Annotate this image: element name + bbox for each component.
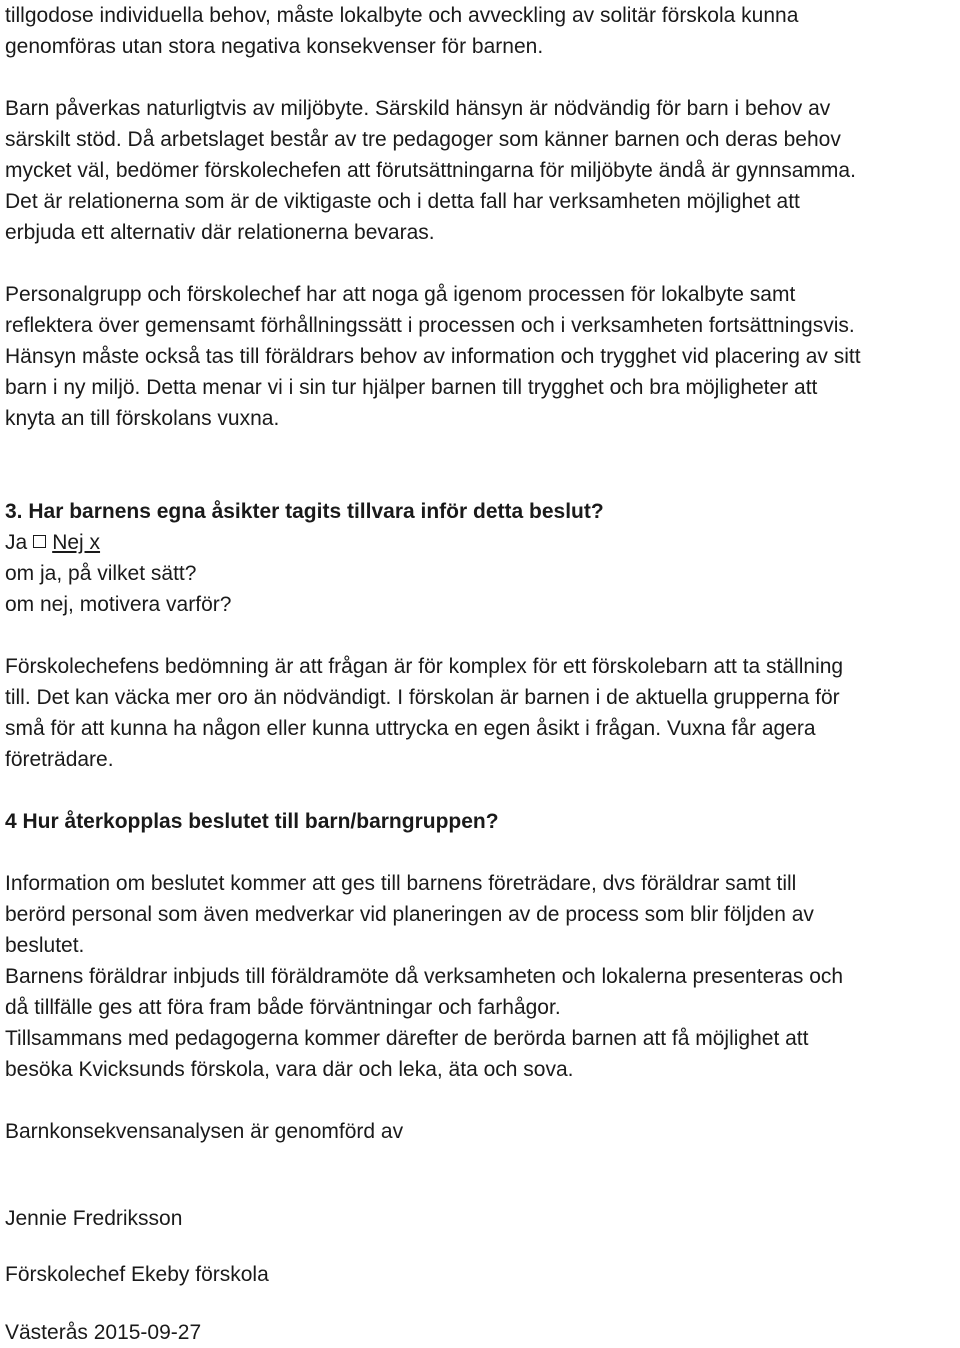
place-and-date: Västerås 2015-09-27 xyxy=(5,1321,202,1344)
performed-by-label: Barnkonsekvensanalysen är genomförd av xyxy=(5,1120,404,1143)
signature-block xyxy=(5,1116,957,1348)
environment-change-paragraph xyxy=(5,93,957,248)
text-line: beslutet. xyxy=(5,934,85,957)
assessment-paragraph xyxy=(5,651,957,775)
text-line: företrädare. xyxy=(5,748,114,771)
text-line: Personalgrupp och förskolechef har att noga gå igenom processen för lokalbyte samt xyxy=(5,283,796,306)
if-yes-prompt: om ja, på vilket sätt? xyxy=(5,562,197,585)
question-4-heading: 4 Hur återkopplas beslutet till barn/barngruppen? xyxy=(5,810,499,833)
text-line: Tillsammans med pedagogerna kommer därefter de berörda barnen att få möjlighet att xyxy=(5,1027,809,1050)
text-line: då tillfälle ges att föra fram både förväntningar och farhågor. xyxy=(5,996,561,1019)
feedback-paragraph xyxy=(5,868,957,1085)
text-line: små för att kunna ha någon eller kunna uttrycka en egen åsikt i frågan. Vuxna får agera xyxy=(5,717,816,740)
process-paragraph xyxy=(5,279,957,434)
yes-option-label: Ja xyxy=(5,531,28,554)
if-no-prompt: om nej, motivera varför? xyxy=(5,593,232,616)
text-line: besöka Kvicksunds förskola, vara där och leka, äta och sova. xyxy=(5,1058,574,1081)
text-line: Det är relationerna som är de viktigaste och i detta fall har verksamheten möjlighet att xyxy=(5,190,800,213)
text-line: särskilt stöd. Då arbetslaget består av tre pedagoger som känner barnen och deras behov xyxy=(5,128,841,151)
text-line: erbjuda ett alternativ där relationerna bevaras. xyxy=(5,221,435,244)
document-page xyxy=(5,0,957,1348)
text-line: Hänsyn måste också tas till föräldrars behov av information och trygghet vid placering av sitt xyxy=(5,345,861,368)
text-line: reflektera över gemensamt förhållningssätt i processen och i verksamheten fortsättningsvis. xyxy=(5,314,855,337)
signer-role: Förskolechef Ekeby förskola xyxy=(5,1263,269,1286)
text-line: tillgodose individuella behov, måste lokalbyte och avveckling av solitär förskola kunna xyxy=(5,4,799,27)
empty-checkbox-icon xyxy=(33,535,46,548)
yes-no-answer xyxy=(5,527,957,558)
text-line: knyta an till förskolans vuxna. xyxy=(5,407,280,430)
text-line: till. Det kan väcka mer oro än nödvändigt. I förskolan är barnen i de aktuella grupperna för xyxy=(5,686,840,709)
text-line: Information om beslutet kommer att ges till barnens företrädare, dvs föräldrar samt till xyxy=(5,872,797,895)
text-line: Barn påverkas naturligtvis av miljöbyte. Särskild hänsyn är nödvändig för barn i behov av xyxy=(5,97,831,120)
text-line: Barnens föräldrar inbjuds till föräldramöte då verksamheten och lokalerna presenteras och xyxy=(5,965,844,988)
text-line: genomföras utan stora negativa konsekvenser för barnen. xyxy=(5,35,544,58)
intro-paragraph xyxy=(5,0,957,62)
question-3-heading: 3. Har barnens egna åsikter tagits tillvara inför detta beslut? xyxy=(5,500,604,523)
question-3-section xyxy=(5,496,957,620)
no-option-label: Nej x xyxy=(52,531,101,554)
signer-name: Jennie Fredriksson xyxy=(5,1207,183,1230)
text-line: mycket väl, bedömer förskolechefen att förutsättningarna för miljöbyte ändå är gynnsamma. xyxy=(5,159,856,182)
text-line: barn i ny miljö. Detta menar vi i sin tur hjälper barnen till trygghet och bra möjligheter att xyxy=(5,376,818,399)
text-line: Förskolechefens bedömning är att frågan är för komplex för ett förskolebarn att ta ställning xyxy=(5,655,844,678)
text-line: berörd personal som även medverkar vid planeringen av de process som blir följden av xyxy=(5,903,814,926)
